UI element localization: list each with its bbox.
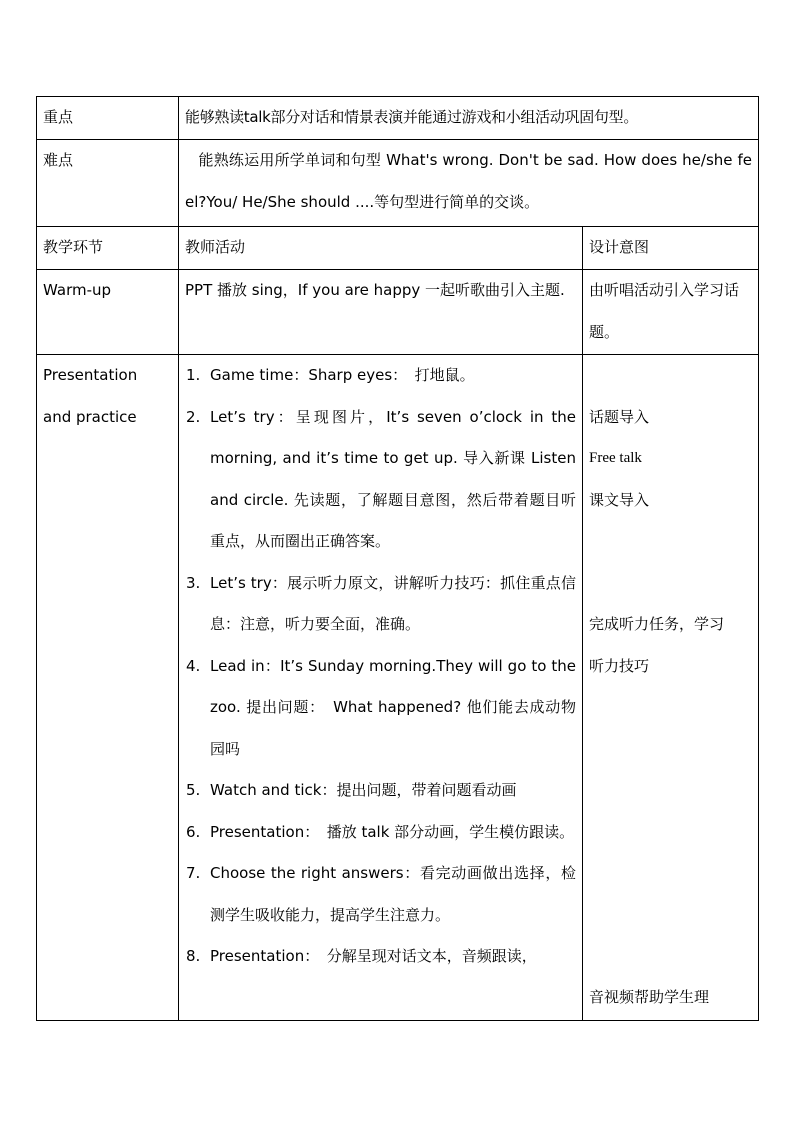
step-number: 5. [186, 781, 201, 799]
steps-list [185, 355, 576, 978]
difficulty-content: 能熟练运用所学单词和句型 What's wrong. Don't be sad. How does he/she feel?You/ He/She should ....等句型进行简单的交谈。 [179, 140, 759, 227]
intent-text-intro: 课文导入 [589, 490, 650, 509]
step-number: 1. [186, 366, 201, 384]
step-number: 4. [186, 656, 201, 675]
step-text: Presentation： 播放 talk 部分动画，学生模仿跟读。 [210, 822, 575, 841]
step-item [185, 646, 576, 771]
difficulty-row [37, 140, 759, 227]
warmup-design-intent: 由听唱活动引入学习话题。 [583, 270, 759, 355]
step-text: Lead in：It’s Sunday morning.They will go to the zoo. 提出问题： What happened? 他们能去成动物园吗 [210, 656, 576, 758]
column-header-row [37, 227, 759, 270]
key-point-label: 重点 [37, 97, 179, 140]
key-point-row [37, 97, 759, 140]
step-text: Presentation： 分解呈现对话文本，音频跟读， [210, 947, 537, 965]
step-number: 7. [186, 864, 201, 882]
presentation-stage-line1: Presentation [43, 366, 138, 384]
presentation-teacher-activity [179, 355, 583, 1021]
presentation-design-intent [583, 355, 759, 1021]
step-item [185, 355, 576, 397]
step-item [185, 853, 576, 936]
step-text: Choose the right answers：看完动画做出选择，检测学生吸收能力，提高学生注意力。 [210, 864, 576, 924]
step-item [185, 563, 576, 646]
intent-topic-intro: 话题导入 [589, 407, 650, 426]
presentation-stage [37, 355, 179, 1021]
presentation-stage-line2: and practice [43, 407, 137, 426]
key-point-content: 能够熟读talk部分对话和情景表演并能通过游戏和小组活动巩固句型。 [179, 97, 759, 140]
step-number: 2. [186, 407, 201, 426]
step-item [185, 397, 576, 563]
lesson-plan-table [36, 96, 759, 1021]
difficulty-label: 难点 [37, 140, 179, 227]
step-number: 6. [186, 822, 201, 841]
warmup-teacher-activity: PPT 播放 sing，If you are happy 一起听歌曲引入主题. [179, 270, 583, 355]
header-teacher-activity: 教师活动 [179, 227, 583, 270]
step-text: Watch and tick：提出问题，带着问题看动画 [210, 781, 517, 799]
step-item [185, 936, 576, 978]
step-item [185, 812, 576, 854]
intent-free-talk: Free talk [589, 450, 642, 466]
warmup-stage: Warm-up [37, 270, 179, 355]
step-text: Let’s try：呈现图片，It’s seven o’clock in the morning, and it’s time to get up. 导入新课 Listen and circle. 先读题，了解题目意图，然后带着题目听重点，从而圈出正确答案。 [210, 407, 576, 550]
header-design-intent: 设计意图 [583, 227, 759, 270]
step-text: Game time：Sharp eyes： 打地鼠。 [210, 366, 475, 384]
step-number: 3. [186, 573, 201, 592]
step-number: 8. [186, 947, 201, 965]
step-item [185, 770, 576, 812]
warmup-row [37, 270, 759, 355]
step-text: Let’s try：展示听力原文，讲解听力技巧：抓住重点信息：注意，听力要全面，准确。 [210, 573, 576, 633]
intent-av-help: 音视频帮助学生理 [589, 988, 710, 1006]
presentation-row [37, 355, 759, 1021]
intent-listening-line1: 完成听力任务，学习 [589, 615, 725, 633]
intent-listening-line2: 听力技巧 [589, 656, 650, 675]
header-stage: 教学环节 [37, 227, 179, 270]
